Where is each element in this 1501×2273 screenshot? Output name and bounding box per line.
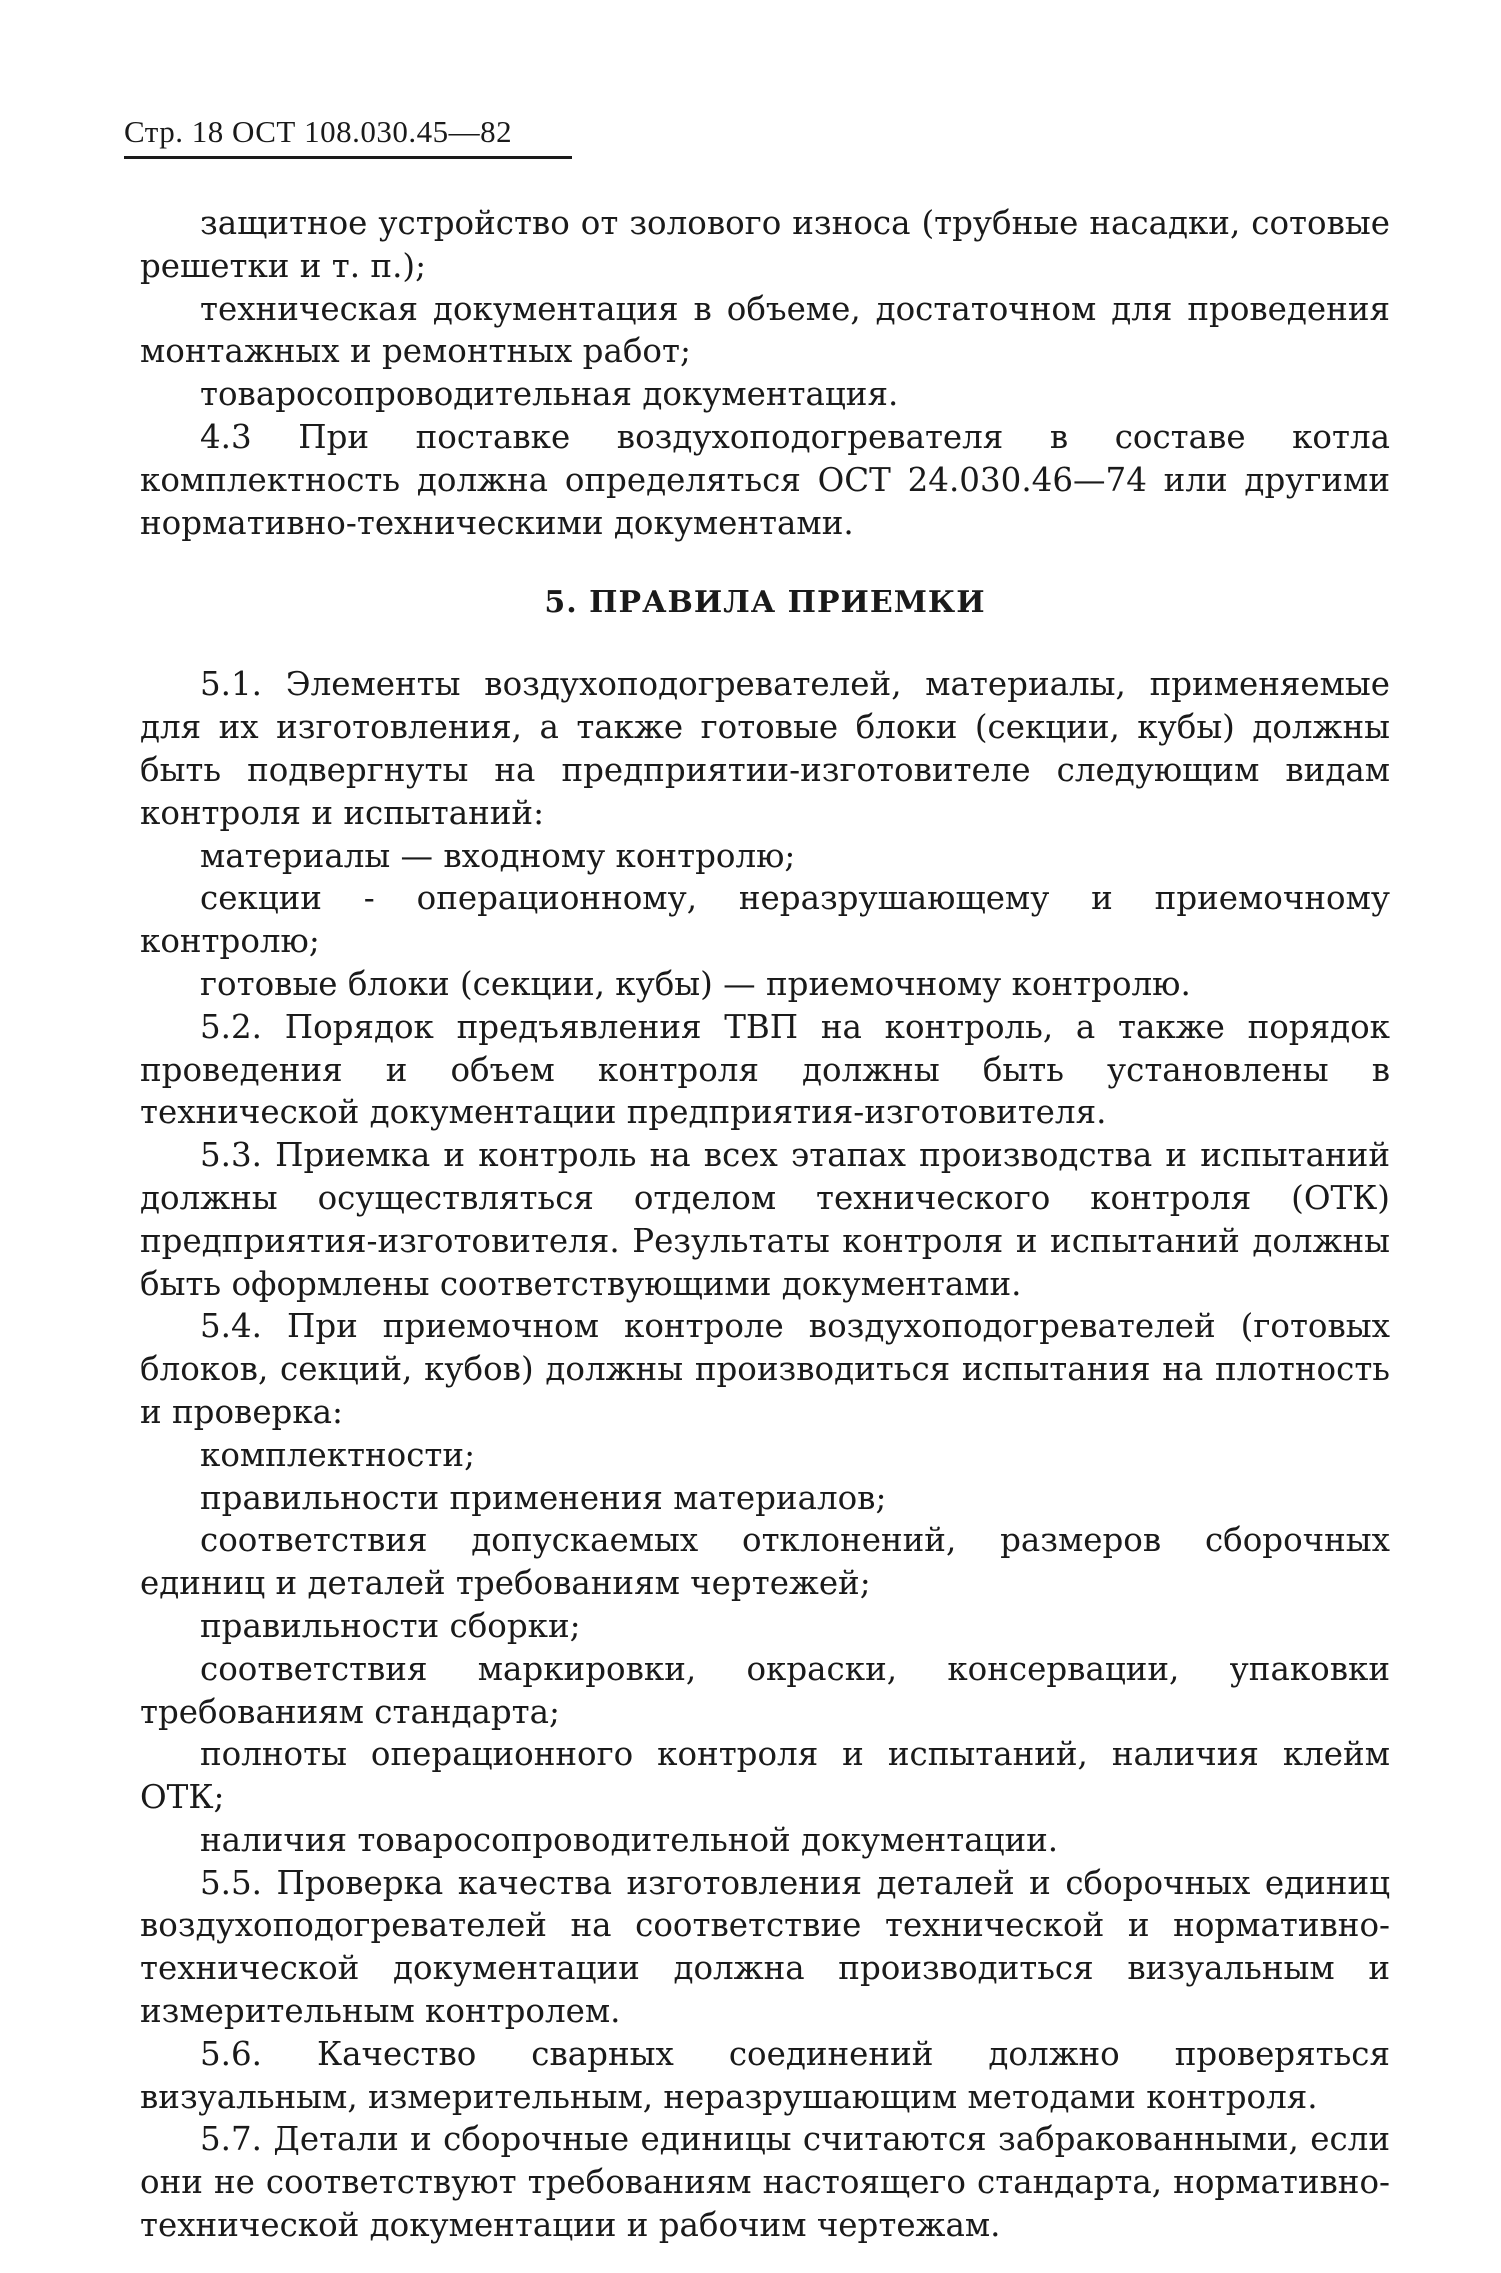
list-item: готовые блоки (секции, кубы) — приемочному контролю. — [200, 964, 1191, 1003]
paragraph: 5.6. Качество сварных соединений должно проверяться визуальным, измерительным, неразрушающим методами контроля. — [140, 2034, 1390, 2116]
list-item: техническая документация в объеме, достаточном для проведения монтажных и ремонтных работ; — [140, 289, 1390, 371]
list-item: наличия товаросопроводительной документации. — [200, 1820, 1059, 1859]
list-item: комплектности; — [200, 1435, 476, 1474]
paragraph: 5.4. При приемочном контроле воздухоподогревателей (готовых блоков, секций, кубов) должны производиться испытания на плотность и проверка: — [140, 1307, 1390, 1431]
list-item: материалы — входному контролю; — [200, 836, 796, 875]
page-header: Стр. 18 ОСТ 108.030.45—82 — [124, 112, 572, 159]
list-item: товаросопроводительная документация. — [200, 375, 899, 414]
paragraph: 5.3. Приемка и контроль на всех этапах производства и испытаний должны осуществляться отделом технического контроля (ОТК) предприятия-изготовителя. Результаты контроля и испытаний должны быть оформлены соответствующими документами. — [140, 1136, 1390, 1303]
list-item: соответствия маркировки, окраски, консервации, упаковки требованиям стандарта; — [140, 1649, 1390, 1731]
list-item: полноты операционного контроля и испытаний, наличия клейм ОТК; — [140, 1735, 1390, 1817]
paragraphs-before — [140, 202, 1390, 544]
section-heading: 5. ПРАВИЛА ПРИЕМКИ — [544, 585, 986, 621]
paragraph: 5.1. Элементы воздухоподогревателей, материалы, применяемые для их изготовления, а также готовые блоки (секции, кубы) должны быть подвергнуты на предприятии-изготовителе следующим видам контроля и испытаний: — [140, 665, 1390, 832]
list-item: соответствия допускаемых отклонений, размеров сборочных единиц и деталей требованиям чертежей; — [140, 1521, 1390, 1603]
document-body — [140, 202, 1390, 2247]
list-item: правильности применения материалов; — [200, 1478, 887, 1517]
list-item: правильности сборки; — [200, 1606, 581, 1645]
paragraphs-after — [140, 663, 1390, 2246]
list-item: защитное устройство от золового износа (трубные насадки, сотовые решетки и т. п.); — [140, 204, 1390, 285]
paragraph: 4.3 При поставке воздухоподогревателя в составе котла комплектность должна определяться ОСТ 24.030.46—74 или другими нормативно-техническими документами. — [140, 417, 1390, 542]
paragraph: 5.7. Детали и сборочные единицы считаются забракованными, если они не соответствуют требованиям настоящего стандарта, нормативно-технической документации и рабочим чертежам. — [140, 2120, 1390, 2245]
list-item: секции - операционному, неразрушающему и приемочному контролю; — [140, 879, 1390, 961]
paragraph: 5.2. Порядок предъявления ТВП на контроль, а также порядок проведения и объем контроля должны быть установлены в технической документации предприятия-изготовителя. — [140, 1007, 1390, 1132]
paragraph: 5.5. Проверка качества изготовления деталей и сборочных единиц воздухоподогревателей на соответствие технической и нормативно-технической документации должна производиться визуальным и измерительным контролем. — [140, 1863, 1390, 2031]
